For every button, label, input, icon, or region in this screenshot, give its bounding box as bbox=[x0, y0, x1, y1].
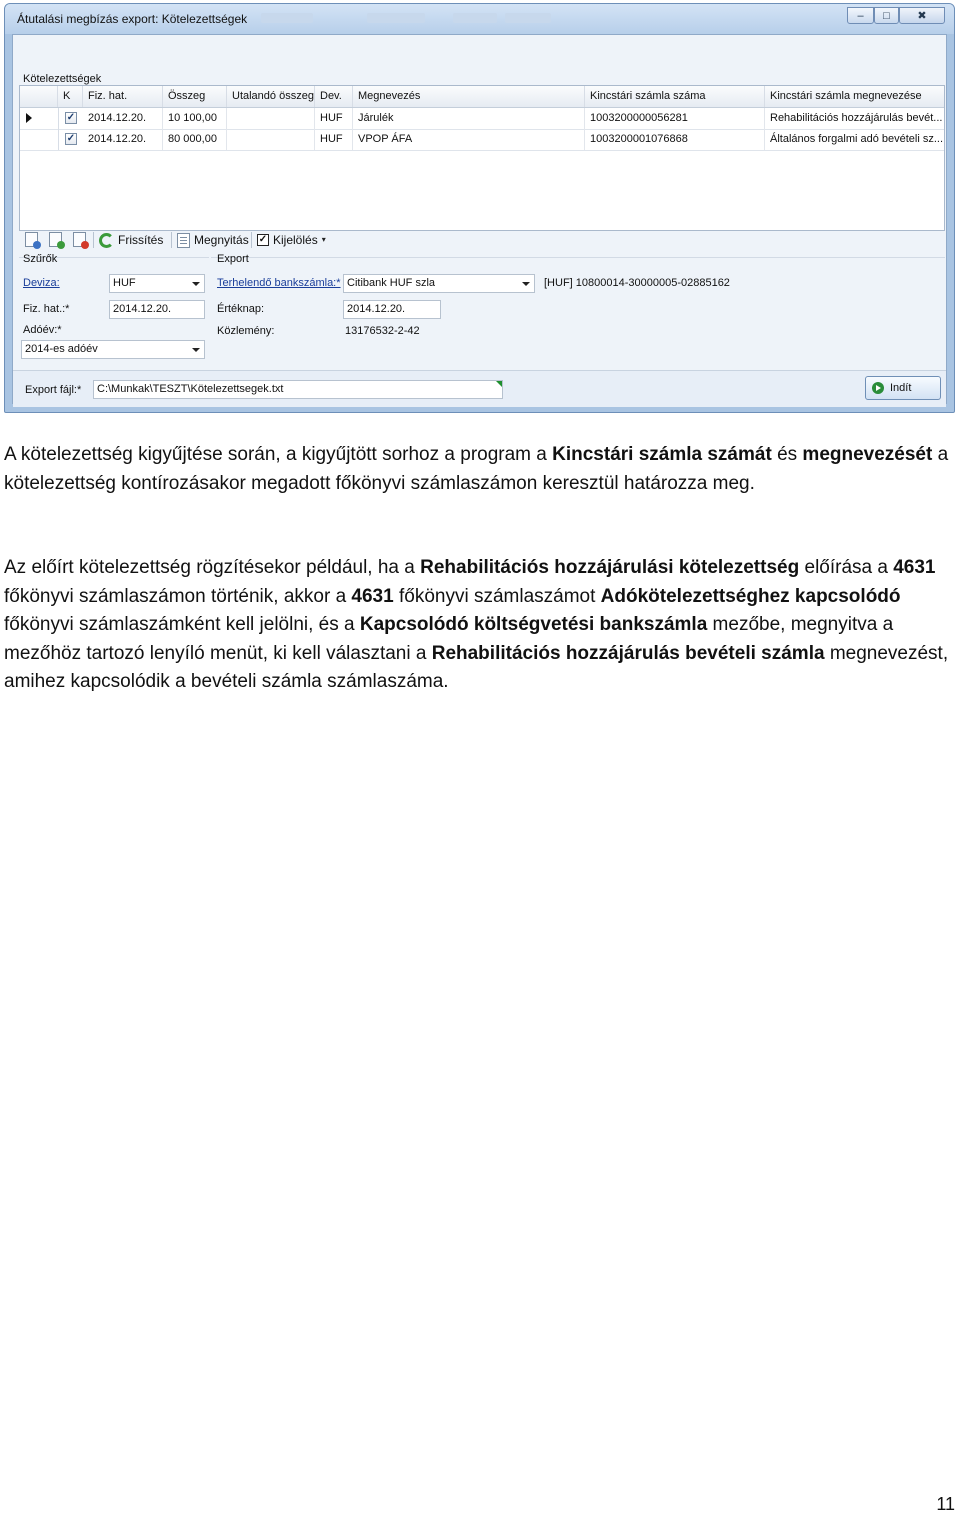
file-browse-icon[interactable] bbox=[496, 381, 502, 387]
bank-account-number: [HUF] 10800014-30000005-02885162 bbox=[544, 277, 730, 289]
export-panel bbox=[211, 253, 945, 370]
open-document-icon bbox=[177, 233, 190, 248]
play-icon bbox=[872, 382, 884, 394]
blurred-background-text bbox=[367, 13, 425, 23]
chevron-down-icon bbox=[192, 282, 200, 286]
refresh-button[interactable] bbox=[99, 229, 163, 251]
bold-text-run: Adókötelezettséghez kapcsolódó bbox=[600, 585, 901, 607]
chevron-down-icon bbox=[522, 282, 530, 286]
open-button[interactable] bbox=[177, 229, 249, 251]
refresh-label: Frissítés bbox=[118, 233, 164, 247]
column-header-name[interactable]: Megnevezés bbox=[353, 86, 585, 107]
bold-text-run: megnevezését bbox=[802, 444, 933, 465]
cell-transfer-amount[interactable] bbox=[227, 108, 315, 129]
toolbar-separator bbox=[251, 232, 252, 248]
add-file-icon[interactable] bbox=[49, 232, 62, 247]
obligations-section-label: Kötelezettségek bbox=[23, 73, 102, 85]
row-checkbox[interactable]: ✓ bbox=[66, 133, 76, 144]
toolbar-separator bbox=[93, 232, 94, 248]
column-header-due-date[interactable]: Fiz. hat. bbox=[83, 86, 163, 107]
bank-account-value: Citibank HUF szla bbox=[347, 277, 436, 289]
cell-transfer-amount[interactable] bbox=[227, 129, 315, 150]
due-date-label: Fiz. hat.:* bbox=[23, 303, 70, 315]
bank-account-label[interactable]: Terhelendő bankszámla:* bbox=[217, 277, 341, 289]
export-file-label: Export fájl:* bbox=[25, 384, 82, 396]
bold-text-run: 4631 bbox=[893, 557, 936, 578]
open-label: Megnyitás bbox=[194, 233, 249, 247]
due-date-field[interactable]: 2014.12.20. bbox=[109, 300, 205, 319]
text-run: Az előírt kötelezettség rögzítésekor például, ha a bbox=[4, 557, 421, 578]
export-file-path: C:\Munkak\TESZT\Kötelezettsegek.txt bbox=[97, 383, 284, 395]
explanation-paragraph-2 bbox=[4, 554, 954, 697]
blurred-background-text bbox=[505, 13, 551, 23]
row-selector-header bbox=[20, 86, 58, 107]
text-run: megnevezést, amihez kapcsolódik a bevételi számla számlaszáma. bbox=[4, 642, 949, 693]
current-row-arrow-icon bbox=[26, 113, 32, 123]
bold-text-run: Kincstári számla számát bbox=[552, 444, 772, 465]
page-number: 11 bbox=[936, 1494, 955, 1514]
column-header-transfer-amount[interactable]: Utalandó összeg bbox=[227, 86, 315, 107]
export-file-bar bbox=[13, 370, 946, 407]
maximize-button[interactable]: □ bbox=[874, 7, 899, 24]
blurred-background-text bbox=[453, 13, 497, 23]
cell-currency: HUF bbox=[315, 108, 353, 129]
export-file-icon[interactable] bbox=[25, 232, 38, 247]
minimize-button[interactable]: – bbox=[847, 7, 874, 24]
filters-section-label: Szűrők bbox=[23, 253, 58, 265]
bold-text-run: Kapcsolódó költségvetési bankszámla bbox=[359, 614, 708, 636]
cell-treasury-account-name: Rehabilitációs hozzájárulás bevét... bbox=[770, 112, 943, 124]
text-run: és bbox=[771, 444, 803, 465]
checkbox-icon: ✓ bbox=[258, 234, 268, 245]
export-section-label: Export bbox=[217, 253, 249, 265]
column-header-amount[interactable]: Összeg bbox=[163, 86, 227, 107]
filters-panel bbox=[19, 253, 209, 370]
tax-year-select[interactable] bbox=[21, 340, 205, 359]
bold-text-run: Rehabilitációs hozzájárulási kötelezettség bbox=[420, 557, 800, 578]
memo-label: Közlemény: bbox=[217, 325, 275, 337]
text-run: előírása a bbox=[799, 557, 894, 578]
explanation-paragraph-1 bbox=[4, 441, 954, 498]
blurred-background-text bbox=[261, 13, 313, 23]
cell-due-date: 2014.12.20. bbox=[83, 108, 163, 129]
bank-account-select[interactable] bbox=[343, 274, 535, 293]
currency-label[interactable]: Deviza: bbox=[23, 277, 60, 289]
window-title: Átutalási megbízás export: Kötelezettségek bbox=[17, 12, 248, 26]
cell-treasury-account-number: 1003200001076868 bbox=[585, 129, 765, 150]
chevron-down-icon bbox=[192, 348, 200, 352]
close-button[interactable]: ✖ bbox=[899, 7, 945, 24]
text-run: főkönyvi számlaszámot bbox=[393, 585, 601, 607]
row-checkbox[interactable]: ✓ bbox=[66, 112, 76, 123]
text-run: főkönyvi számlaszámon történik, akkor a bbox=[4, 585, 352, 607]
window-client-area bbox=[12, 34, 947, 404]
cell-treasury-account-name: Általános forgalmi adó bevételi sz... bbox=[770, 133, 944, 145]
title-bar bbox=[5, 4, 954, 34]
cell-due-date: 2014.12.20. bbox=[83, 129, 163, 150]
value-date-label: Értéknap: bbox=[217, 303, 265, 315]
start-label: Indít bbox=[890, 382, 912, 394]
row-selector[interactable] bbox=[20, 108, 59, 129]
column-header-currency[interactable]: Dev. bbox=[315, 86, 353, 107]
text-run: főkönyvi számlaszámként kell jelölni, és a bbox=[4, 614, 360, 636]
select-dropdown-button[interactable] bbox=[257, 229, 326, 251]
delete-file-icon[interactable] bbox=[73, 232, 86, 247]
tax-year-label: Adóév:* bbox=[23, 324, 62, 336]
value-date-field[interactable]: 2014.12.20. bbox=[343, 300, 441, 319]
cell-amount: 80 000,00 bbox=[163, 129, 227, 150]
cell-treasury-account-number: 1003200000056281 bbox=[585, 108, 765, 129]
text-run: mezőbe, megnyitva a mezőhöz tartozó lenyíló menüt, ki kell választani a bbox=[4, 614, 894, 664]
currency-value: HUF bbox=[113, 277, 136, 289]
bold-text-run: Rehabilitációs hozzájárulás bevételi számla bbox=[431, 642, 825, 664]
cell-name: Járulék bbox=[353, 108, 585, 129]
obligations-grid bbox=[19, 85, 945, 231]
text-run: a kötelezettség kontírozásakor megadott főkönyvi számlaszámon keresztül határozza meg. bbox=[4, 444, 949, 494]
toolbar bbox=[19, 228, 945, 252]
currency-select[interactable] bbox=[109, 274, 205, 293]
grid-header bbox=[20, 86, 944, 108]
tax-year-value: 2014-es adóév bbox=[25, 343, 98, 355]
toolbar-separator bbox=[171, 232, 172, 248]
cell-name: VPOP ÁFA bbox=[353, 129, 585, 150]
select-label: Kijelölés bbox=[273, 233, 318, 247]
column-header-treasury-account-name[interactable]: Kincstári számla megnevezése bbox=[770, 90, 922, 102]
cell-currency: HUF bbox=[315, 129, 353, 150]
row-selector[interactable] bbox=[20, 129, 59, 150]
column-header-k[interactable]: K bbox=[58, 86, 83, 107]
cell-amount: 10 100,00 bbox=[163, 108, 227, 129]
refresh-icon bbox=[99, 233, 114, 248]
column-header-treasury-account-number[interactable]: Kincstári számla száma bbox=[585, 86, 765, 107]
start-button[interactable] bbox=[865, 376, 941, 400]
table-row[interactable] bbox=[20, 129, 944, 151]
export-file-path-field[interactable] bbox=[93, 380, 503, 399]
memo-value: 13176532-2-42 bbox=[345, 325, 420, 337]
text-run: A kötelezettség kigyűjtése során, a kigyűjtött sorhoz a program a bbox=[4, 444, 553, 465]
app-window bbox=[4, 3, 955, 413]
chevron-down-icon: ▾ bbox=[321, 235, 326, 244]
bold-text-run: 4631 bbox=[351, 585, 394, 607]
table-row[interactable] bbox=[20, 108, 944, 130]
